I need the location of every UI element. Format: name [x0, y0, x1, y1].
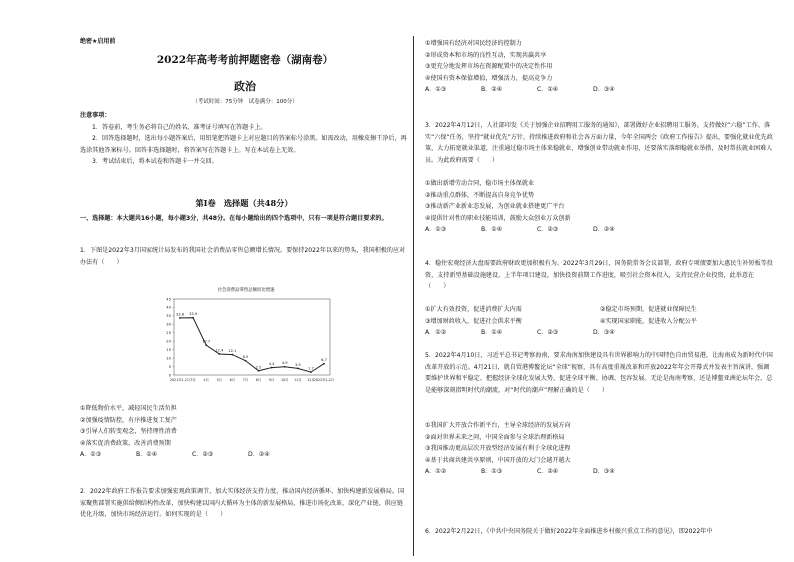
answer-a[interactable]: A．①③: [80, 451, 102, 459]
exam-title: 2022年高考考前押题密卷（湖南卷）: [156, 54, 334, 66]
data-label: 3.9: [294, 362, 301, 367]
note-item: 2．回答选择题时，选出每小题答案后，用铅笔把答题卡上对应题目的答案标号涂黑。如需改动，用橡皮擦干净后，再选涂其他答案标号。回答非选择题时，将答案写在答题卡上。写在本试卷上无效。: [80, 135, 407, 154]
sales-growth-chart: [152, 285, 340, 397]
secret-label: 绝密★启用前: [80, 38, 116, 45]
subject-title: 政治: [234, 80, 256, 93]
option-1: ①我国扩大开放合作新平台，主导全球经济的发展方向: [425, 422, 571, 429]
data-point: [323, 363, 325, 365]
answer-a[interactable]: A．①②: [425, 468, 447, 476]
answer-d[interactable]: D．③④: [593, 468, 615, 476]
option-row: [425, 304, 775, 316]
option-3: ③更充分地发挥市场在资源配置中的决定性作用: [425, 63, 553, 71]
data-label: 2.5: [255, 365, 262, 370]
data-label: 4.4: [268, 362, 275, 367]
data-point: [258, 370, 260, 372]
data-label: 33.8: [175, 312, 185, 317]
x-tick-label: 12月: [307, 378, 315, 382]
data-point: [310, 371, 312, 373]
option-3: ③我国推动更高层次开放型经济发展有利于全球化进程: [425, 445, 571, 453]
data-point: [205, 344, 207, 346]
option-2: ②稳定市场预期，促进就业保障民生: [600, 306, 697, 313]
data-label: 12.4: [215, 348, 224, 353]
question-2-options: [425, 38, 775, 96]
option-3: ③增加财政收入，促进社会供求平衡: [425, 317, 522, 325]
data-point: [179, 317, 181, 319]
y-tick-label: 0: [168, 372, 171, 378]
answer-c[interactable]: C．②③: [192, 451, 214, 459]
answer-c[interactable]: C．②③: [537, 226, 559, 234]
answer-b[interactable]: B．①④: [481, 329, 503, 337]
option-4: ④落实促消费政策，改善消费预期: [80, 439, 171, 447]
x-tick-label: 6月: [229, 378, 236, 382]
chart-title: 社会消费品零售总额同比增速: [217, 288, 275, 293]
x-tick-label: 3月: [190, 378, 196, 382]
question-4-stem: 4．稳住宏观经济大盘需要政府财政更加积极有为。2022年3月29日，国务院常务会议部署，政府专项债要加大惠民生补短板等投资，支持新型基础设施建设，上半年项目建设，加快投资前期工作进度，吸引社会资本投入，支持民营企业投资，此举意在（ ）: [425, 260, 773, 291]
y-tick-label: 10: [166, 355, 171, 361]
section-intro: 一、选择题：本大题共16小题，每小题3分，共48分。在每小题给出的四个选项中，只有一项是符合题目要求的。: [80, 215, 388, 222]
question-5-stem: 5．2022年4月10日，习近平总书记考察海南，要求海南加快建设具有世界影响力的中国特色自由贸易港，让海南成为新时代中国改革开放的示范。4月21日，就自贸港博鳌论坛“全球”视察，具有高度重视改革和开放2022年年会开幕式并发表主旨演讲，强调要维护世界和平稳定、把握经济全球化发展大势，促进全球平衡、协调、包容发展。无论是海南考察，还是博鳌亚洲论坛年会，总是能够深刻指明时代的潮流，对“时代的潮声”理解正确的是（ ）: [425, 352, 773, 394]
option-4: ④基于共商共建共享原则，中国开放的大门会越开越大: [425, 456, 571, 464]
plot-frame: [174, 299, 330, 375]
data-label: 33.9: [189, 312, 198, 317]
answer-d[interactable]: D．②④: [593, 226, 615, 234]
answer-choices: [425, 327, 775, 339]
option-1: ①降低物价水平，减轻国民生活负担: [80, 405, 177, 412]
x-tick-label: 8月: [255, 378, 262, 382]
answer-d[interactable]: D．②④: [248, 451, 270, 459]
x-tick-label: 11月: [294, 378, 302, 382]
chart-svg: [152, 285, 340, 397]
option-2: ②形成资本和市场的良性互动，实现共赢共享: [425, 51, 547, 59]
y-tick-label: 15: [166, 346, 171, 352]
x-tick-label: 9月: [268, 378, 275, 382]
answer-d[interactable]: D．③④: [593, 329, 615, 337]
answer-choices: [80, 449, 408, 461]
data-label: 6.7: [321, 358, 327, 363]
question-3-stem: 3．2022年4月12日，人社部印发《关于加强企业招聘用工服务的通知》，部署做好企业招聘用工服务。支持做好“六稳”工作、落实“六保”任务，坚持“就业优先”方针，持续推进政府和社会各方面力量，今年全国两会《政府工作报告》提出，要强化就业优先政策，大力拓宽就业渠道，注重通过稳市场主体来稳就业，增强创业带动就业作用，还要落实落细稳就业举措，及时帮扶就业困难人员。为此政府需要（ ）: [425, 122, 773, 164]
option-row: [425, 316, 775, 328]
question-6-stem: 6．2022年2月22日，《中共中央国务院关于做好2022年全面推进乡村振兴重点工作的意见》，即2022年中: [425, 528, 713, 535]
data-label: 12.1: [228, 349, 237, 354]
option-4: ④使国有资本保值增值，增强活力，提高竞争力: [425, 74, 553, 82]
data-label: 17.7: [202, 339, 211, 344]
option-2: ②加强疫情防控，有序推进复工复产: [80, 416, 177, 424]
note-item: 3．考试结束后，将本试卷和答题卡一并交回。: [92, 158, 218, 166]
answer-c[interactable]: C．②③: [537, 329, 559, 337]
answer-a[interactable]: A．①②: [425, 329, 447, 337]
question-3-options: [425, 178, 775, 236]
answer-choices: [425, 466, 775, 478]
section-title: 第Ⅰ卷 选择题（共48分）: [195, 198, 293, 208]
data-point: [245, 360, 247, 362]
option-4: ④提供针对性的职业技能培训，鼓励大众创业万众创新: [425, 214, 571, 222]
data-label: 8.5: [242, 355, 249, 360]
y-tick-label: 30: [166, 321, 171, 327]
answer-a[interactable]: A．①③: [425, 226, 447, 234]
x-tick-label: 2021年1-2月: [169, 378, 191, 382]
note-item: 1．答卷前，考生务必将自己的姓名、准考证号填写在答题卡上。: [92, 123, 267, 131]
data-label: 4.9: [281, 361, 288, 366]
option-1: ①增强国有经济对国民经济的控制力: [425, 40, 522, 47]
option-3: ③引导人们转变观念，坚持理性消费: [80, 428, 177, 436]
y-tick-label: 20: [166, 338, 171, 344]
answer-b[interactable]: B．①④: [136, 451, 158, 459]
data-label: 1.7: [308, 366, 314, 371]
option-3: ③推动新产业新业态发展，为创业就业搭建更广平台: [425, 203, 565, 211]
answer-choices: [425, 84, 775, 96]
question-2-stem: 2．2022年政府工作报告要求加强宏观政策调节，加大实体经济支持力度，推动国内经济循环、加快构建新发展格局。国家聚焦部署实施供给侧结构性改革，加快构建以国内大循环为主体的新发展格局，推进市场化改革，深化产业链、供应链优化升级，加快市场经济运行。如何实现的是（ ）: [80, 488, 405, 519]
answer-d[interactable]: D．③④: [593, 86, 615, 94]
answer-c[interactable]: C．①④: [537, 86, 559, 94]
y-tick-label: 35: [166, 313, 171, 319]
data-point: [192, 317, 194, 319]
option-1: ①扩大有效投资，促进消费扩大内需: [425, 306, 522, 313]
answer-b[interactable]: B．①④: [481, 226, 503, 234]
exam-meta: （考试时间：75分钟 试卷满分：100分）: [192, 99, 298, 105]
y-tick-label: 25: [166, 330, 171, 336]
x-tick-label: 7月: [242, 378, 249, 382]
x-tick-label: 4月: [203, 378, 209, 382]
notes-heading: 注意事项：: [80, 112, 111, 119]
answer-b[interactable]: B．②④: [481, 86, 503, 94]
data-point: [284, 366, 286, 368]
option-1: ①做出新增劳动合同，稳市场主体保就业: [425, 180, 535, 187]
data-point: [271, 367, 273, 369]
option-4: ④实现国家职能，促进收入分配公平: [600, 317, 697, 325]
question-5-options: [425, 420, 775, 478]
answer-choices: [425, 224, 775, 236]
x-tick-label: 5月: [216, 378, 222, 382]
x-tick-label: 10月: [280, 378, 289, 382]
data-point: [231, 354, 233, 356]
y-tick-label: 45: [166, 296, 171, 302]
question-4-options: [425, 304, 775, 339]
data-point: [218, 353, 220, 355]
question-1-stem: 1．下图是2022年3月国家统计局发布的我国社会消费品零售总额增长情况。要保持2022年以来的势头，我国积极的应对办法有（ ）: [80, 247, 406, 266]
column-divider: [413, 36, 414, 556]
answer-b[interactable]: B．①③: [481, 468, 503, 476]
y-tick-label: 5: [168, 363, 171, 369]
y-tick-label: 40: [166, 304, 171, 310]
option-2: ②推动重点群体，不断提高自身竞争优势: [425, 191, 535, 199]
x-tick-label: 2022年1-2月: [313, 378, 335, 382]
question-1-options: [80, 403, 408, 461]
data-point: [297, 368, 299, 370]
answer-a[interactable]: A．①③: [425, 86, 447, 94]
option-2: ②面对世界未来之问，中国全面参与全球治理新格局: [425, 433, 565, 441]
answer-c[interactable]: C．②④: [537, 468, 559, 476]
series-line: [180, 318, 324, 372]
notes: [80, 110, 408, 168]
